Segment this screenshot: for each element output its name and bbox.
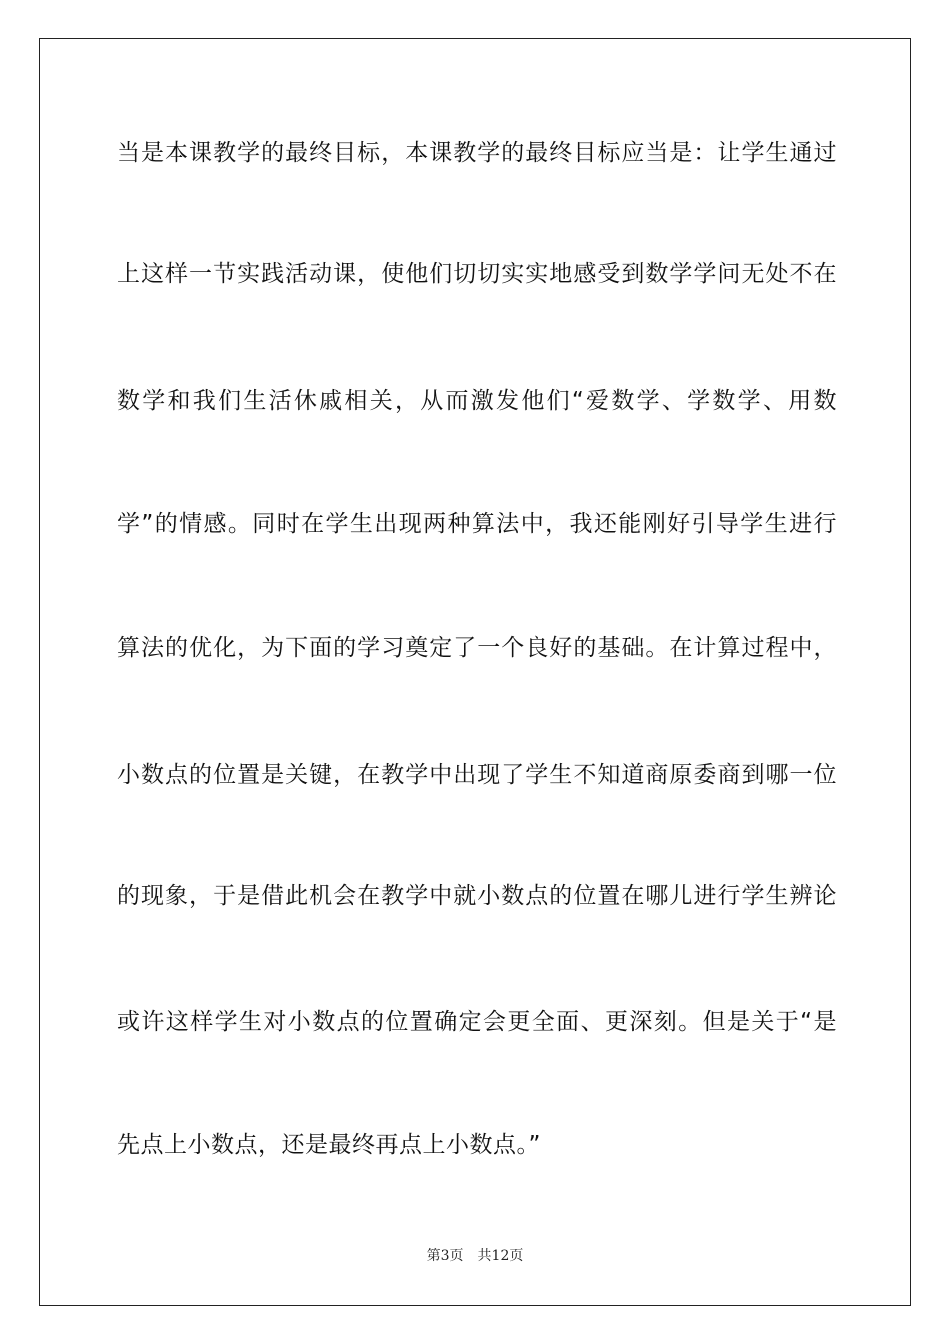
page-number: 第3页 — [426, 1248, 464, 1264]
paragraph-line: 算法的优化，为下面的学习奠定了一个良好的基础。在计算过程中， — [117, 635, 837, 661]
paragraph-line: 上这样一节实践活动课，使他们切切实实地感受到数学学问无处不在 — [117, 261, 837, 287]
page-footer — [0, 1247, 950, 1265]
paragraph-line: 学”的情感。同时在学生出现两种算法中，我还能刚好引导学生进行 — [117, 511, 837, 537]
paragraph-line: 的现象，于是借此机会在教学中就小数点的位置在哪儿进行学生辨论 — [117, 883, 837, 909]
paragraph-line: 小数点的位置是关键，在教学中出现了学生不知道商原委商到哪一位 — [117, 762, 837, 788]
paragraph-line: 数学和我们生活休戚相关，从而激发他们“爱数学、学数学、用数 — [117, 388, 837, 414]
paragraph-line: 先点上小数点，还是最终再点上小数点。” — [117, 1132, 541, 1158]
page-border — [39, 38, 911, 1306]
paragraph-line: 当是本课教学的最终目标，本课教学的最终目标应当是：让学生通过 — [117, 140, 837, 166]
page-total: 共12页 — [477, 1248, 524, 1264]
paragraph-line: 或许这样学生对小数点的位置确定会更全面、更深刻。但是关于“是 — [117, 1009, 837, 1035]
